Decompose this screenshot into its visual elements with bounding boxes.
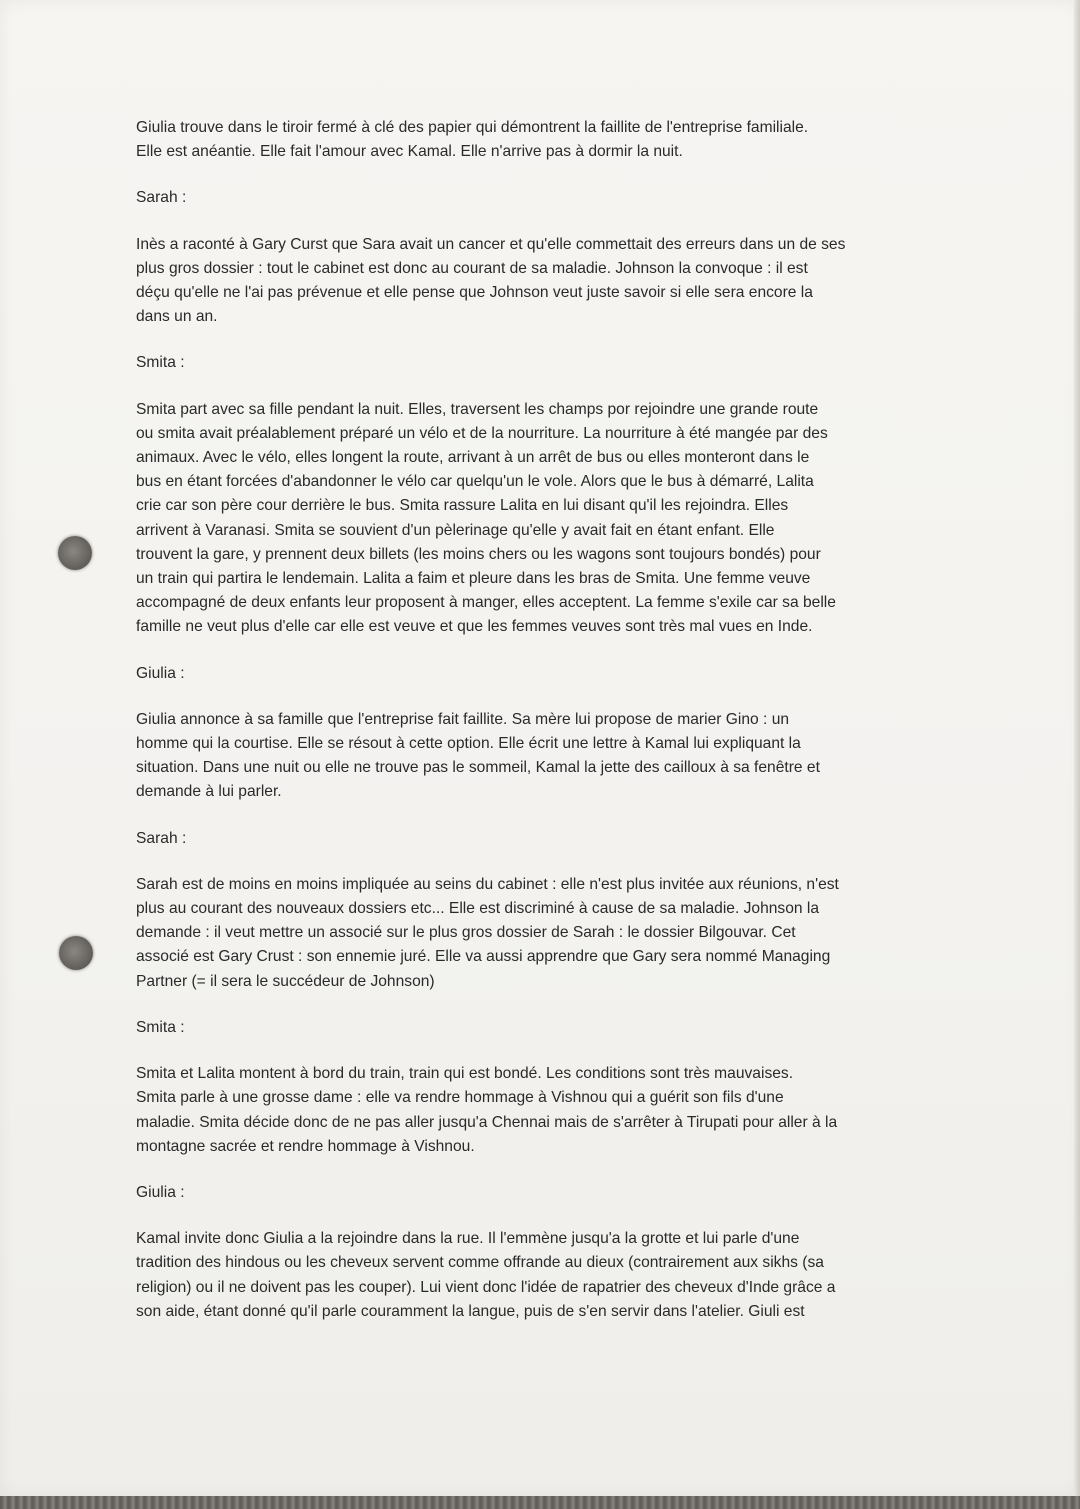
paper-edge-shadow xyxy=(1074,0,1080,1509)
paragraph-giulia-3: Kamal invite donc Giulia a la rejoindre dans la rue. Il l'emmène jusqu'a la grotte et lui parle d'une tradition des hindous ou les cheveux servent comme offrande au dieux (contrairement aux sikhs (sa religion) ou il ne doivent pas les couper). Lui vient donc l'idée de rapatrier des cheveux d'Inde grâce a son aide, étant donné qu'il parle couramment la langue, puis de s'en servir dans l'atelier. Giuli est xyxy=(136,1230,836,1320)
punch-hole xyxy=(58,536,92,570)
heading-sarah: Sarah : xyxy=(136,829,187,847)
heading-smita: Smita : xyxy=(136,1018,185,1036)
paragraph-smita-1: Smita part avec sa fille pendant la nuit. Elles, traversent les champs por rejoindre une grande route ou smita avait préalablement préparé un vélo et de la nourriture. La nourriture à été mangée par des animaux. Avec le vélo, elles longent la route, arrivant à un arrêt de bus ou elles monteront dans le bus en étant forcées d'abandonner le vélo car quelqu'un le vole. Alors que le bus à démarré, Lalita crie car son père cour derrière le bus. Smita rassure Lalita en lui disant qu'il les rejoindra. Elles arrivent à Varanasi. Smita se souvient d'un pèlerinage qu'elle y avait fait en étant enfant. Elle trouvent la gare, y prennent deux billets (les moins chers ou les wagons sont toujours bondés) pour un train qui partira le lendemain. Lalita a faim et pleure dans les bras de Smita. Une femme veuve accompagné de deux enfants leur proposent à manger, elles acceptent. La femme s'exile car sa belle famille ne veut plus d'elle car elle est veuve et que les femmes veuves sont très mal vues en Inde. xyxy=(136,400,836,636)
paragraph-smita-2: Smita et Lalita montent à bord du train, train qui est bondé. Les conditions sont très mauvaises. Smita parle à une grosse dame : elle va rendre hommage à Vishnou qui a guérit son fils d'une maladie. Smita décide donc de ne pas aller jusqu'a Chennai mais de s'arrêter à Tirupati pour aller à la montagne sacrée et rendre hommage à Vishnou. xyxy=(136,1065,838,1155)
heading-giulia: Giulia : xyxy=(136,1183,185,1201)
paragraph-giulia-2: Giulia annonce à sa famille que l'entreprise fait faillite. Sa mère lui propose de marier Gino : un homme qui la courtise. Elle se résout à cette option. Elle écrit une lettre à Kamal lui expliquant la situation. Dans une nuit ou elle ne trouve pas le sommeil, Kamal la jette des cailloux à sa fenêtre et demande à lui parler. xyxy=(136,710,820,801)
heading-sarah: Sarah : xyxy=(136,189,187,207)
heading-giulia: Giulia : xyxy=(136,664,185,682)
paragraph-giulia-1: Giulia trouve dans le tiroir fermé à clé des papier qui démontrent la faillite de l'entreprise familiale. Elle est anéantie. Elle fait l'amour avec Kamal. Elle n'arrive pas à dormir la nuit. xyxy=(136,119,809,161)
punch-hole xyxy=(59,936,93,970)
paragraph-sarah-1: Inès a raconté à Gary Curst que Sara avait un cancer et qu'elle commettait des erreurs dans un de ses plus gros dossier : tout le cabinet est donc au courant de sa maladie. Johnson la convoque : il est déçu qu'elle ne l'ai pas prévenue et elle pense que Johnson veut juste savoir si elle sera encore la dans un an. xyxy=(136,235,846,326)
document-body xyxy=(136,116,948,1346)
paragraph-sarah-2: Sarah est de moins en moins impliquée au seins du cabinet : elle n'est plus invitée aux réunions, n'est plus au courant des nouveaux dossiers etc... Elle est discriminé à cause de sa maladie. Johnson la demande : il veut mettre un associé sur le plus gros dossier de Sarah : le dossier Bilgouvar. Cet associé est Gary Crust : son ennemie juré. Elle va aussi apprendre que Gary sera nommé Managing Partner (= il sera le succédeur de Johnson) xyxy=(136,875,839,990)
heading-smita: Smita : xyxy=(136,354,185,372)
background-surface xyxy=(0,1496,1080,1509)
